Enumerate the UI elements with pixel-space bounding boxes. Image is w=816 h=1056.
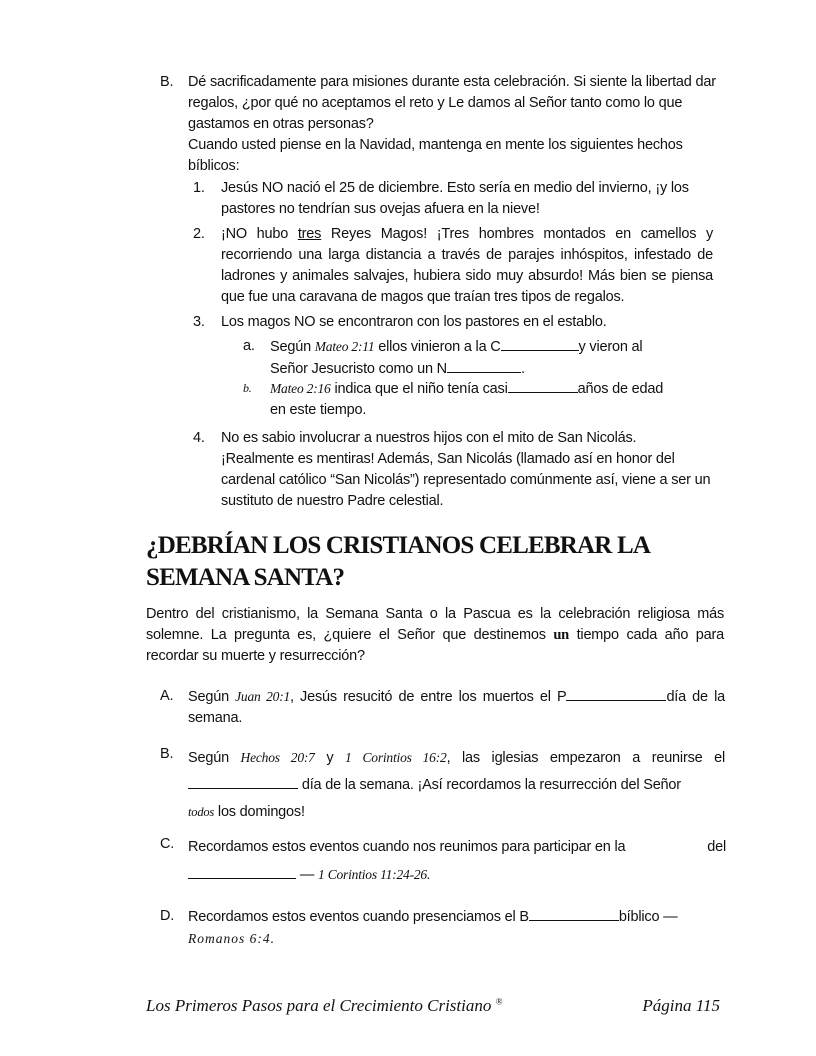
section-heading xyxy=(146,530,706,594)
item-b-top xyxy=(160,72,725,177)
sub-text: en este tiempo. xyxy=(270,402,367,418)
question-c xyxy=(160,834,726,889)
item-label: A. xyxy=(160,688,174,704)
text-part: , las iglesias empezaron a reunirse el xyxy=(446,750,725,766)
underlined-word: tres xyxy=(297,226,322,242)
sub-text xyxy=(270,336,713,358)
footer-title-text: Los Primeros Pasos para el Crecimiento Cristiano xyxy=(146,996,492,1015)
fill-in-blank[interactable] xyxy=(529,906,619,921)
text-part: tiempo cada año para recordar su muerte y resurrección? xyxy=(146,627,724,664)
item-label: C. xyxy=(160,836,175,852)
question-text xyxy=(188,744,725,772)
fact-text-part: Reyes Magos! ¡Tres hombres montados en camellos y recorriendo una larga distancia a través de parajes inhóspitos, infestado de ladrones y animales salvajes, hubiera sido muy absurdo! Más bien se piensa que fue una caravana de magos que traían tres tipos de regalos. xyxy=(221,226,713,305)
question-a xyxy=(160,686,725,729)
scripture-ref: 1 Corintios 16:2 xyxy=(344,750,447,765)
text-part: — xyxy=(296,867,318,883)
text-part: indica que el niño tenía casi xyxy=(330,381,508,397)
fill-in-blank[interactable] xyxy=(566,686,666,701)
emphasis: un xyxy=(553,627,570,643)
fact-text: Jesús NO nació el 25 de diciembre. Esto sería en medio del invierno, ¡y los pastores no tendrían sus ovejas afuera en la nieve! xyxy=(221,180,689,217)
text-part: ellos vinieron a la C xyxy=(374,339,501,355)
fact-item xyxy=(193,428,713,512)
item-label: B. xyxy=(160,746,174,762)
intro-paragraph xyxy=(146,604,724,667)
question-text xyxy=(188,906,726,928)
text-part: Recordamos estos eventos cuando presenciamos el B xyxy=(188,909,529,925)
item-label: D. xyxy=(160,908,175,924)
item-text: Dé sacrificadamente para misiones durante esta celebración. Si siente la libertad dar regalos, ¿por qué no aceptamos el reto y Le damos al Señor tanto como lo que gastamos en otras personas? xyxy=(188,74,716,132)
text-part: . xyxy=(520,361,525,377)
fact-item xyxy=(193,224,713,308)
fill-in-blank[interactable] xyxy=(508,378,578,393)
fill-in-blank[interactable] xyxy=(188,864,296,879)
fact-number: 1. xyxy=(193,180,205,196)
question-text xyxy=(188,928,726,950)
sub-item-a xyxy=(243,336,713,380)
sub-label: b. xyxy=(243,381,252,395)
text-part: los domingos! xyxy=(214,804,305,820)
item-label: B. xyxy=(160,74,174,90)
fact-number: 2. xyxy=(193,226,205,242)
scripture-ref: Mateo 2:16 xyxy=(270,381,331,396)
question-text xyxy=(188,861,726,889)
question-text xyxy=(188,799,725,826)
heading-line: ¿DEBRÍAN LOS CRISTIANOS CELEBRAR LA xyxy=(146,532,651,559)
fact-text: Los magos NO se encontraron con los pastores en el establo. xyxy=(221,314,607,330)
heading-line: SEMANA SANTA? xyxy=(146,564,345,591)
scripture-ref: Juan 20:1 xyxy=(235,689,291,704)
text-part: y vieron al xyxy=(578,339,643,355)
fact-item xyxy=(193,312,703,333)
fill-in-blank[interactable] xyxy=(447,358,521,373)
question-d xyxy=(160,906,726,950)
fill-in-blank[interactable] xyxy=(501,336,579,351)
text-part: del xyxy=(707,839,726,855)
text-part: día de la semana. xyxy=(188,689,725,726)
fact-text-part: ¡NO hubo xyxy=(221,226,298,242)
scripture-ref: Mateo 2:11 xyxy=(314,339,375,354)
text-part: y xyxy=(314,750,345,766)
question-text xyxy=(188,772,725,799)
fact-text: No es sabio involucrar a nuestros hijos con el mito de San Nicolás. ¡Realmente es mentiras! Además, San Nicolás (llamado así en honor del cardenal católico “San Nicolás”) representado comúnmente así, viene a ser un sustituto de nuestro Padre celestial. xyxy=(221,430,711,509)
scripture-ref: Romanos 6:4. xyxy=(188,931,275,946)
fact-item xyxy=(193,178,703,220)
text-part: bíblico — xyxy=(618,909,678,925)
text-part: día de la semana. ¡Así recordamos la resurrección del Señor xyxy=(298,777,681,793)
emphasis: todos xyxy=(188,805,215,819)
scripture-ref: Hechos 20:7 xyxy=(240,750,315,765)
fact-number: 4. xyxy=(193,430,205,446)
text-part: Según xyxy=(188,750,241,766)
text-part: Según xyxy=(270,339,315,355)
footer-title xyxy=(146,996,502,1016)
text-part: Señor Jesucristo como un N xyxy=(270,361,447,377)
sub-text xyxy=(270,358,713,380)
page-number: Página 115 xyxy=(642,996,720,1015)
text-part: , Jesús resucitó de entre los muertos el P xyxy=(290,689,567,705)
question-text xyxy=(188,686,725,729)
fact-text xyxy=(221,224,713,308)
scripture-ref: 1 Corintios 11:24-26. xyxy=(317,867,431,882)
item-text: Cuando usted piense en la Navidad, mantenga en mente los siguientes hechos bíblicos: xyxy=(188,137,683,174)
fill-in-blank[interactable] xyxy=(188,774,298,789)
sub-item-b xyxy=(243,378,713,421)
fact-number: 3. xyxy=(193,314,205,330)
text-part: años de edad xyxy=(577,381,664,397)
text-part: Dentro del cristianismo, la Semana Santa o la Pascua es la celebración religiosa más solemne. La pregunta es, ¿quiere el Señor que destinemos xyxy=(146,606,724,643)
sub-text xyxy=(270,378,713,400)
text-part: Recordamos estos eventos cuando nos reunimos para participar en la xyxy=(188,839,626,855)
question-text xyxy=(188,834,726,861)
registered-mark: ® xyxy=(495,996,503,1007)
question-b xyxy=(160,744,725,826)
text-part: Según xyxy=(188,689,236,705)
sub-label: a. xyxy=(243,338,255,354)
